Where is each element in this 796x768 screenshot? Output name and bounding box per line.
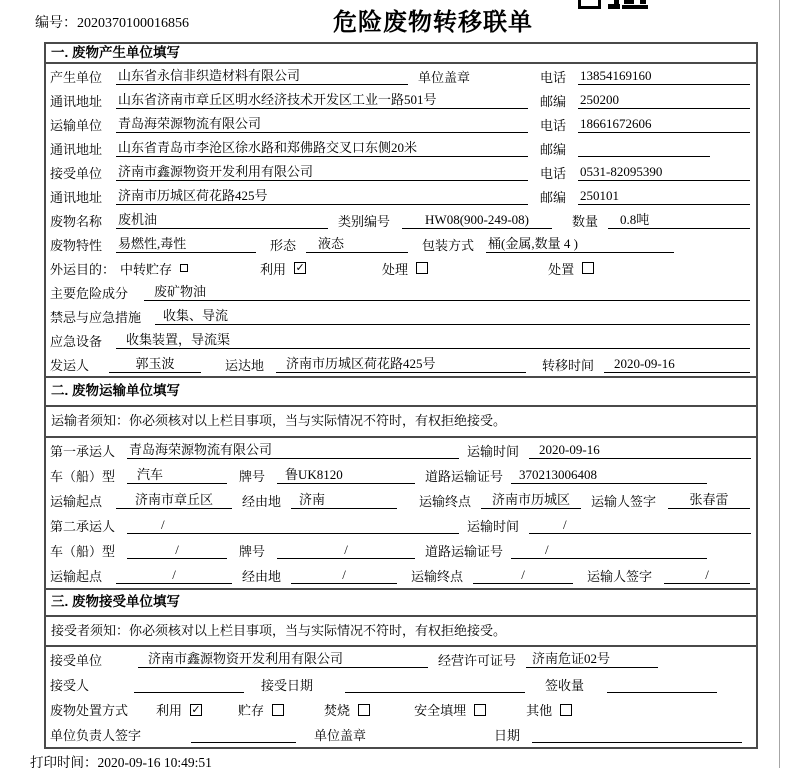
phone1-value-field: 13854169160	[578, 68, 750, 85]
producer-label: 产生单位	[50, 69, 103, 85]
disposal-option-landfill-label: 安全填埋	[414, 703, 467, 718]
vehicle2-value-field: /	[127, 542, 227, 559]
zip3-value-field: 250101	[578, 188, 750, 205]
via2-label: 经由地	[242, 569, 282, 584]
print-time-label: 打印时间：	[30, 755, 98, 768]
transporter-value-field: 青岛海荣源物流有限公司	[116, 116, 528, 133]
permit2-value-field: /	[511, 542, 707, 559]
row-producer	[46, 64, 756, 88]
end1-value-field: 济南市历城区	[481, 492, 581, 509]
row-hazard-components	[46, 280, 756, 304]
phone1-label: 电话	[539, 69, 566, 85]
permit1-label: 道路运输证号	[425, 469, 504, 484]
plate2-label: 牌号	[239, 544, 266, 559]
plate1-value-field: 鲁UK8120	[277, 467, 415, 484]
vehicle2-label: 车（船）型	[50, 544, 116, 559]
disposal-option-burn-label: 焚烧	[324, 703, 351, 718]
checkbox-disposal-utilize-checked: ✓	[191, 703, 201, 716]
qr-code-fragment	[578, 0, 652, 9]
time1-label: 运输时间	[467, 444, 520, 459]
date-value-field	[532, 726, 742, 743]
plate1-label: 牌号	[239, 469, 266, 484]
disposal-option-use-label: 利用	[156, 703, 183, 718]
permit2-label: 道路运输证号	[425, 544, 504, 559]
quantity-value-field: 0.8吨	[608, 212, 750, 229]
transfer-date-value-field: 2020-09-16	[604, 356, 750, 373]
date-label: 日期	[494, 728, 521, 743]
sign2-value-field: /	[664, 567, 750, 584]
doc-number-value: 2020370100016856	[77, 16, 189, 31]
address1-value-field: 山东省济南市章丘区明水经济技术开发区工业一路501号	[116, 92, 528, 109]
zip2-label: 邮编	[539, 141, 566, 157]
row-emergency-equipment	[46, 328, 756, 352]
carrier1-value-field: 青岛海荣源物流有限公司	[127, 442, 459, 459]
row-vehicle2	[46, 538, 756, 563]
end2-label: 运输终点	[411, 569, 464, 584]
hazard-value-field: 废矿物油	[144, 284, 750, 301]
equipment-value-field: 收集装置，导流渠	[116, 332, 750, 349]
address3-value-field: 济南市历城区荷花路425号	[116, 188, 528, 205]
amount-label: 签收量	[545, 678, 585, 693]
row-route2	[46, 563, 756, 588]
carrier2-value-field: /	[127, 517, 459, 534]
row-first-carrier	[46, 438, 756, 463]
packaging-label: 包装方式	[422, 237, 475, 253]
zip3-label: 邮编	[539, 189, 566, 205]
end1-label: 运输终点	[419, 494, 472, 509]
characteristics-label: 废物特性	[50, 237, 103, 253]
end2-value-field: /	[473, 567, 573, 584]
license-label: 经营许可证号	[438, 653, 517, 668]
address1-label: 通讯地址	[50, 93, 103, 109]
purpose-option-dispose-label: 处置	[548, 261, 575, 277]
checkbox-utilize-checked: ✓	[295, 262, 305, 274]
receiver-label: 接受单位	[50, 165, 103, 181]
permit1-value-field: 370213006408	[511, 467, 707, 484]
phone3-label: 电话	[539, 165, 566, 181]
via2-value-field: /	[291, 567, 397, 584]
section3-notice: 接受者须知：你必须核对以上栏目事项，当与实际情况不符时，有权拒绝接受。	[46, 617, 756, 647]
phone3-value-field: 0531-82095390	[578, 164, 750, 181]
accept-date-value-field	[345, 676, 525, 693]
row-waste-name	[46, 208, 756, 232]
waste-name-value-field: 废机油	[116, 212, 328, 229]
via1-label: 经由地	[242, 494, 282, 509]
recipient-value-field	[134, 676, 244, 693]
amount-value-field	[607, 676, 717, 693]
disposal-option-store-label: 贮存	[238, 703, 265, 718]
print-time-value: 2020-09-16 10:49:51	[97, 755, 212, 768]
vehicle1-value-field: 汽车	[127, 467, 227, 484]
phone2-value-field: 18661672606	[578, 116, 750, 133]
checkbox-disposal-store	[272, 704, 284, 716]
manifest-form-table	[44, 42, 758, 749]
checkbox-disposal-landfill	[474, 704, 486, 716]
checkbox-disposal-incinerate	[358, 704, 370, 716]
address2-value-field: 山东省青岛市李沧区徐水路和郑佛路交叉口东侧20米	[116, 140, 528, 157]
origin1-label: 运输起点	[50, 494, 103, 509]
time2-value-field: /	[529, 517, 751, 534]
page-title: 危险废物转移联单	[333, 10, 533, 36]
manager-sign-value-field	[191, 726, 296, 743]
equipment-label: 应急设备	[50, 333, 103, 349]
waste-name-label: 废物名称	[50, 213, 103, 229]
carrier1-label: 第一承运人	[50, 444, 116, 459]
section1-header: 一. 废物产生单位填写	[46, 44, 756, 64]
section2-header: 二. 废物运输单位填写	[46, 376, 756, 407]
phone2-label: 电话	[539, 117, 566, 133]
accept-unit-label: 接受单位	[50, 653, 103, 668]
emergency-label: 禁忌与应急措施	[50, 309, 142, 325]
unit-seal2-label: 单位盖章	[314, 728, 367, 743]
checkbox-disposal	[582, 262, 594, 274]
row-waste-characteristics	[46, 232, 756, 256]
unit-seal-label: 单位盖章	[418, 69, 471, 85]
row-transporter	[46, 112, 756, 136]
row-purpose	[46, 256, 756, 280]
page-edge-divider	[779, 0, 780, 768]
carrier2-label: 第二承运人	[50, 519, 116, 534]
producer-value-field: 山东省永信非织造材料有限公司	[116, 68, 408, 85]
disposal-option-other-label: 其他	[526, 703, 553, 718]
origin1-value-field: 济南市章丘区	[116, 492, 232, 509]
print-time	[30, 751, 212, 768]
hazard-label: 主要危险成分	[50, 285, 129, 301]
row-shipper	[46, 352, 756, 376]
recipient-label: 接受人	[50, 678, 90, 693]
row-vehicle1	[46, 463, 756, 488]
purpose-option-use-label: 利用	[260, 261, 287, 277]
row-disposal-method	[46, 697, 756, 722]
category-value-field: HW08(900-249-08)	[402, 212, 552, 229]
destination-value-field: 济南市历城区荷花路425号	[276, 356, 526, 373]
form-label: 形态	[270, 237, 297, 253]
via1-value-field: 济南	[291, 492, 397, 509]
purpose-label: 外运目的：	[50, 261, 116, 277]
time1-value-field: 2020-09-16	[529, 442, 751, 459]
section2-notice: 运输者须知：你必须核对以上栏目事项，当与实际情况不符时，有权拒绝接受。	[46, 407, 756, 438]
row-receiver	[46, 160, 756, 184]
origin2-value-field: /	[116, 567, 232, 584]
accept-date-label: 接受日期	[261, 678, 314, 693]
sign1-label: 运输人签字	[591, 494, 657, 509]
quantity-label: 数量	[572, 213, 599, 229]
address2-label: 通讯地址	[50, 141, 103, 157]
plate2-value-field: /	[277, 542, 415, 559]
receiver-value-field: 济南市鑫源物资开发利用有限公司	[116, 164, 528, 181]
destination-label: 运达地	[225, 357, 265, 373]
transfer-date-label: 转移时间	[542, 357, 595, 373]
checkbox-treatment	[416, 262, 428, 274]
transporter-label: 运输单位	[50, 117, 103, 133]
time2-label: 运输时间	[467, 519, 520, 534]
checkbox-disposal-other	[560, 704, 572, 716]
purpose-option-transfer-label: 中转贮存	[120, 261, 173, 277]
doc-number-label: 编号：	[35, 16, 77, 31]
accept-unit-value-field: 济南市鑫源物资开发利用有限公司	[138, 651, 428, 668]
row-manager-sign	[46, 722, 756, 747]
form-value-field: 液态	[306, 236, 408, 253]
characteristics-value-field: 易燃性,毒性	[116, 236, 256, 253]
sign2-label: 运输人签字	[587, 569, 653, 584]
checkbox-transfer-storage	[180, 264, 188, 272]
category-label: 类别编号	[338, 213, 391, 229]
license-value-field: 济南危证02号	[526, 651, 658, 668]
packaging-value-field: 桶(金属,数量 4 )	[486, 236, 674, 253]
row-transporter-address	[46, 136, 756, 160]
manager-sign-label: 单位负责人签字	[50, 728, 142, 743]
disposal-label: 废物处置方式	[50, 703, 129, 718]
row-route1	[46, 488, 756, 513]
doc-number	[35, 12, 189, 32]
zip1-value-field: 250200	[578, 92, 750, 109]
row-emergency-measures	[46, 304, 756, 328]
address3-label: 通讯地址	[50, 189, 103, 205]
section3-header: 三. 废物接受单位填写	[46, 588, 756, 617]
zip1-label: 邮编	[539, 93, 566, 109]
shipper-label: 发运人	[50, 357, 90, 373]
row-second-carrier	[46, 513, 756, 538]
purpose-option-treat-label: 处理	[382, 261, 409, 277]
vehicle1-label: 车（船）型	[50, 469, 116, 484]
origin2-label: 运输起点	[50, 569, 103, 584]
emergency-value-field: 收集、导流	[155, 308, 750, 325]
row-accept-unit	[46, 647, 756, 672]
zip2-value-field	[578, 140, 710, 157]
row-recipient	[46, 672, 756, 697]
sign1-value-field: 张春雷	[668, 492, 750, 509]
row-producer-address	[46, 88, 756, 112]
row-receiver-address	[46, 184, 756, 208]
shipper-value-field: 郭玉波	[109, 356, 201, 373]
